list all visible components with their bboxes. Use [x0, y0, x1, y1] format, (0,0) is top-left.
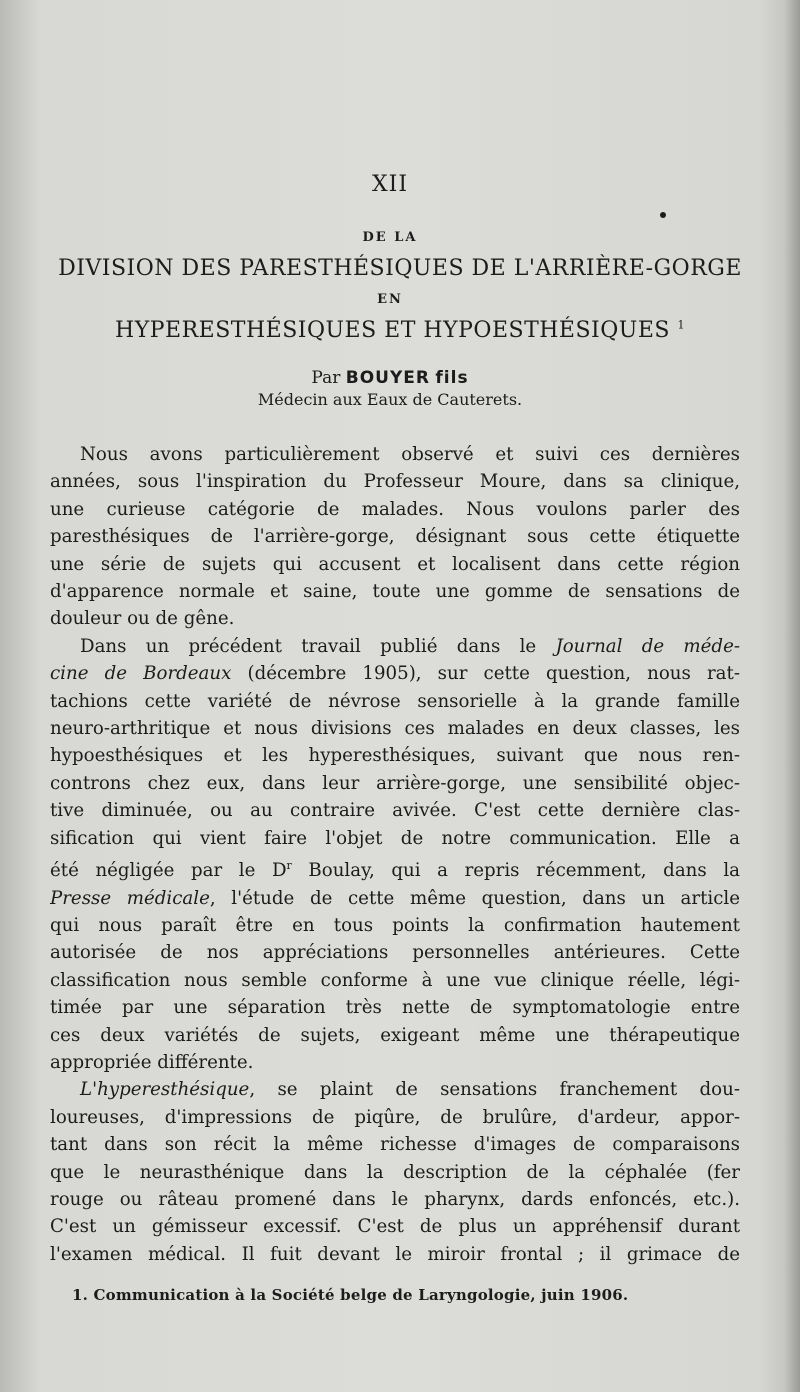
- body-line: [50, 660, 740, 687]
- body-line: tive diminuée, ou au contraire avivée. C'est cette dernière clas-: [50, 800, 740, 822]
- body-line: douleur ou de gêne.: [50, 608, 235, 630]
- body-line: une série de sujets qui accusent et localisent dans cette région: [50, 553, 740, 575]
- body-line: sification qui vient faire l'objet de notre communication. Elle a: [50, 827, 740, 849]
- body-line: appropriée différente.: [50, 1052, 254, 1073]
- title-connector-de-la: DE LA: [362, 230, 418, 245]
- footnote-marker: 1: [677, 318, 685, 332]
- body-line: classification nous semble conforme à une vue clinique réelle, légi-: [50, 969, 740, 991]
- body-line: C'est un gémisseur excessif. C'est de plus un appréhensif durant: [50, 1216, 740, 1238]
- ink-spot: [660, 212, 666, 218]
- body-line-part: été négligée par le D: [50, 860, 287, 882]
- body-line: années, sous l'inspiration du Professeur Moure, dans sa clinique,: [50, 471, 740, 493]
- byline-prefix: Par: [311, 368, 341, 388]
- body-line: neuro-arthritique et nous divisions ces malades en deux classes, les: [50, 718, 740, 740]
- body-line: que le neurasthénique dans la description de la céphalée (fer: [50, 1161, 740, 1183]
- body-line: une curieuse catégorie de malades. Nous voulons parler des: [50, 498, 740, 520]
- body-line: [50, 885, 740, 912]
- chapter-number: XII: [371, 172, 409, 197]
- body-line: paresthésiques de l'arrière-gorge, désignant sous cette étiquette: [50, 526, 740, 548]
- title-connector-en: EN: [377, 292, 403, 307]
- page-edge-shadow: [784, 0, 800, 1392]
- superscript: r: [286, 859, 292, 873]
- title-line-1: DIVISION DES PARESTHÉSIQUES DE L'ARRIÈRE-GORGE: [58, 256, 742, 281]
- author-name: BOUYER: [345, 368, 430, 388]
- emphasis-term: L'hyperesthésique: [80, 1079, 250, 1101]
- body-line: loureuses, d'impressions de piqûre, de brulûre, d'ardeur, appor-: [50, 1106, 740, 1128]
- body-line: [50, 1076, 740, 1103]
- body-line: tant dans son récit la même richesse d'images de comparaisons: [50, 1134, 740, 1156]
- body-line-part: , l'étude de cette même question, dans un article: [209, 887, 740, 909]
- title-line-2: [28, 318, 772, 343]
- body-line: hypoesthésiques et les hyperesthésiques, suivant que nous ren-: [50, 745, 740, 767]
- body-line: Nous avons particulièrement observé et suivi ces dernières: [80, 444, 740, 465]
- body-line: [50, 633, 740, 660]
- title-line-2-text: HYPERESTHÉSIQUES ET HYPOESTHÉSIQUES: [115, 318, 670, 343]
- body-line: [50, 852, 740, 884]
- body-line: d'apparence normale et saine, toute une gomme de sensations de: [50, 581, 740, 603]
- body-line: l'examen médical. Il fuit devant le miroir frontal ; il grimace de: [50, 1243, 740, 1265]
- author-suffix: fils: [435, 368, 469, 388]
- article-body: [50, 441, 740, 1268]
- body-line: autorisée de nos appréciations personnelles antérieures. Cette: [50, 942, 740, 964]
- body-line-part: Boulay, qui a repris récemment, dans la: [308, 860, 740, 882]
- body-line-part: (décembre 1905), sur cette question, nous rat-: [247, 663, 740, 685]
- body-line-part: , se plaint de sensations franchement dou-: [249, 1079, 740, 1101]
- journal-title: Presse médicale: [50, 887, 210, 909]
- body-line-part: Dans un précédent travail publié dans le: [80, 635, 537, 657]
- author-affiliation: Médecin aux Eaux de Cauterets.: [257, 390, 523, 409]
- byline: [0, 368, 780, 388]
- body-line: qui nous paraît être en tous points la confirmation hautement: [50, 914, 740, 936]
- body-line: ces deux variétés de sujets, exigeant même une thérapeutique: [50, 1024, 740, 1046]
- body-line: controns chez eux, dans leur arrière-gorge, une sensibilité objec-: [50, 772, 740, 794]
- journal-title-part: Journal de méde-: [555, 635, 740, 657]
- journal-title-part: cine de Bordeaux: [50, 663, 232, 685]
- body-line: rouge ou râteau promené dans le pharynx, dards enfoncés, etc.).: [50, 1189, 740, 1211]
- body-line: tachions cette variété de névrose sensorielle à la grande famille: [50, 690, 740, 712]
- footnote: 1. Communication à la Société belge de Laryngologie, juin 1906.: [72, 1286, 629, 1304]
- body-line: timée par une séparation très nette de symptomatologie entre: [50, 997, 740, 1019]
